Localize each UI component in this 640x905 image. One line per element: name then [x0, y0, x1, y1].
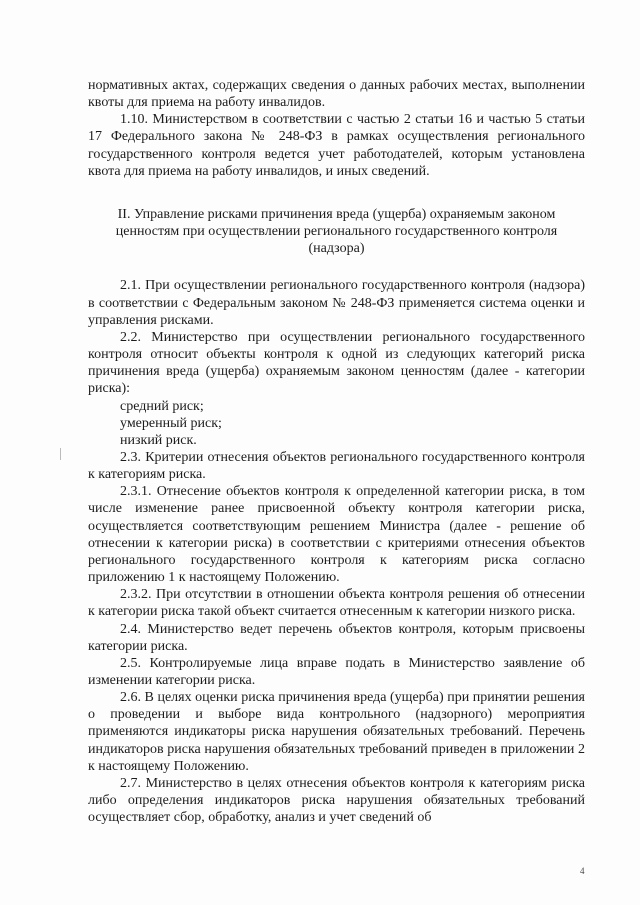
- paragraph-1-10: 1.10. Министерством в соответствии с частью 2 статьи 16 и частью 5 статьи 17 Федерального закона № 248-ФЗ в рамках осуществления регионального государственного контроля ведется учет работодателей, которым установлена квота для приема на работу инвалидов, и иных сведений.: [88, 112, 585, 179]
- paragraph-2-3-2: 2.3.2. При отсутствии в отношении объекта контроля решения об отнесении к категории риска такой объект считается отнесенным к категории низкого риска.: [88, 587, 585, 620]
- paragraph-2-6: 2.6. В целях оценки риска причинения вреда (ущерба) при принятии решения о проведении и выборе вида контрольного (надзорного) мероприятия применяются индикаторы риска нарушения обязательных требований. Перечень индикаторов риска нарушения обязательных требований приведен в приложении 2 к настоящему Положению.: [88, 690, 585, 774]
- paragraph-2-3-1: 2.3.1. Отнесение объектов контроля к определенной категории риска, в том числе изменение ранее присвоенной объекту контроля категории риска, осуществляется соответствующим решением Министра (далее - решение об отнесении к категории риска) в соответствии с критериями отнесения объектов регионального государственного контроля к категориям риска согласно приложению 1 к настоящему Положению.: [88, 484, 585, 586]
- paragraph-continuation: нормативных актах, содержащих сведения о данных рабочих местах, выполнении квоты для приема на работу инвалидов.: [88, 78, 585, 111]
- paragraph-2-7: 2.7. Министерство в целях отнесения объектов контроля к категориям риска либо определения индикаторов риска нарушения обязательных требований осуществляет сбор, обработку, анализ и учет сведений об: [88, 775, 585, 826]
- paragraph-2-1: 2.1. При осуществлении регионального государственного контроля (надзора) в соответствии с Федеральным законом № 248-ФЗ применяется система оценки и управления рисками.: [88, 278, 585, 328]
- risk-category-moderate: умеренный риск;: [120, 415, 222, 431]
- paragraph-2-5: 2.5. Контролируемые лица вправе подать в Министерство заявление об изменении категории риска.: [88, 655, 585, 688]
- risk-category-low: низкий риск.: [120, 432, 197, 448]
- document-body: [88, 77, 585, 826]
- section-heading-2: II. Управление рисками причинения вреда (ущерба) охраняемым законом ценностям при осуществлении регионального государственного контроля (надзора): [115, 206, 558, 257]
- paragraph-2-2: 2.2. Министерство при осуществлении регионального государственного контроля относит объекты контроля к одной из следующих категорий риска причинения вреда (ущерба) охраняемым законом ценностям (далее - категории риска):: [88, 329, 585, 397]
- risk-category-medium: средний риск;: [120, 398, 204, 414]
- paragraph-2-3: 2.3. Критерии отнесения объектов регионального государственного контроля к категориям риска.: [88, 449, 585, 483]
- scan-margin-mark: [60, 448, 61, 460]
- paragraph-2-4: 2.4. Министерство ведет перечень объектов контроля, которым присвоены категории риска.: [88, 621, 585, 654]
- page-number: 4: [580, 866, 585, 876]
